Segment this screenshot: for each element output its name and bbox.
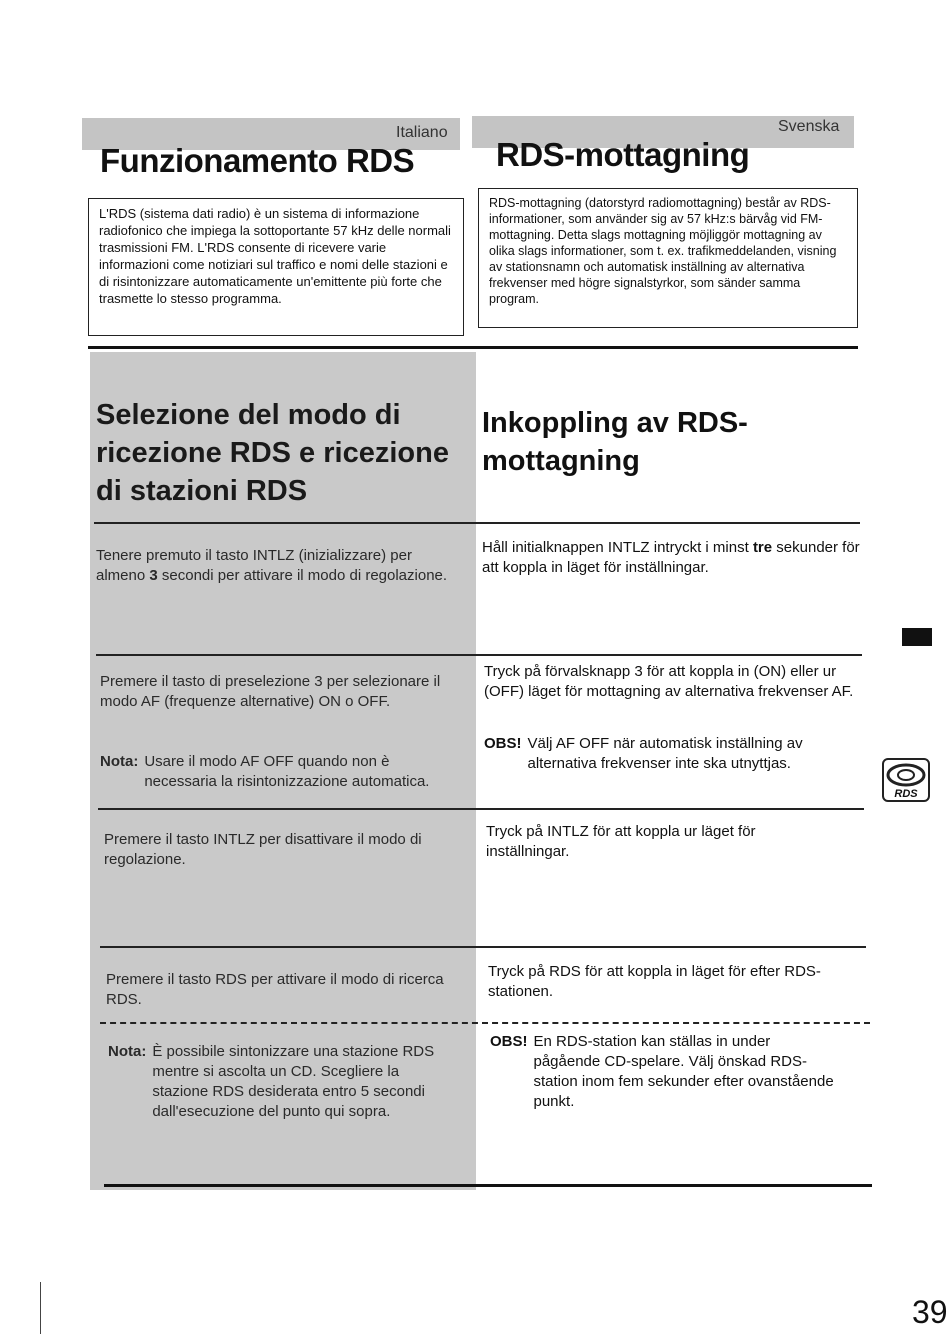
svenska-step2-note xyxy=(484,734,854,774)
italiano-step1 xyxy=(96,546,456,586)
rds-logo-icon xyxy=(884,762,928,788)
italiano-note-label: Nota: xyxy=(100,753,139,770)
svenska-title: RDS-mottagning xyxy=(496,136,750,173)
page-number: 39 xyxy=(912,1294,948,1330)
italiano-intro-box: L'RDS (sistema dati radio) è un sistema di informazione radiofonico che impiega la sottoportante 57 kHz delle normali trasmissioni FM. L'RDS consente di ricevere varie informazioni come notiziari sul traffico e nomi delle stazioni e di risintonizzare automaticamente un'emittente più forte che trasmette lo stesso programma. xyxy=(88,198,464,336)
svenska-section-title: Inkoppling av RDS-mottagning xyxy=(482,407,748,477)
step4-rule xyxy=(100,946,866,948)
svenska-obs-label-2: OBS! xyxy=(490,1033,528,1050)
italiano-step1-suffix: secondi per attivare il modo di regolazione. xyxy=(157,567,448,584)
italiano-step2: Premere il tasto di preselezione 3 per selezionare il modo AF (frequenze alternative) ON o OFF. xyxy=(100,673,441,710)
italiano-step4-note xyxy=(108,1042,458,1122)
svenska-step2-note-text: Välj AF OFF när automatisk inställning av alternativa frekvenser inte ska utnyttjas. xyxy=(527,735,803,772)
svenska-step4-note-text: En RDS-station kan ställas in under pågående CD-spelare. Välj önskad RDS-station inom fem sekunder efter ovanstående punkt. xyxy=(533,1033,834,1110)
page-tab-marker xyxy=(902,628,932,646)
svenska-step1-prefix: Håll initialknappen INTLZ intryckt i minst xyxy=(482,539,753,556)
italiano-title: Funzionamento RDS xyxy=(100,142,415,179)
binding-line xyxy=(40,1282,41,1334)
step3-rule xyxy=(98,808,864,810)
italiano-step1-bold: 3 xyxy=(149,567,158,584)
svenska-step1-suffix: sekunder för att koppla in läget för inställningar. xyxy=(482,539,860,576)
rds-logo xyxy=(882,758,930,802)
italiano-step2-note xyxy=(100,752,450,792)
svenska-intro-box: RDS-mottagning (datorstyrd radiomottagning) består av RDS-informationer, som använder sig av 57 kHz:s bärvåg vid FM-mottagning. Detta slags mottagning möjliggör mottagning av olika slags informationer, som t. ex. trafikmeddelanden, visning av stationsnamn och automatisk inställning av alternativa frekvenser med högre signalstyrkor, som sänder samma program. xyxy=(478,188,858,328)
italiano-step4: Premere il tasto RDS per attivare il modo di ricerca RDS. xyxy=(106,971,444,1008)
svenska-obs-label: OBS! xyxy=(484,735,522,752)
section-top-rule xyxy=(88,346,858,349)
italiano-step3: Premere il tasto INTLZ per disattivare il modo di regolazione. xyxy=(104,831,422,868)
italiano-language-label: Italiano xyxy=(396,124,448,141)
section-bottom-rule xyxy=(104,1184,872,1187)
step1-rule xyxy=(94,522,860,524)
italiano-step4-note-text: È possibile sintonizzare una stazione RDS mentre si ascolta un CD. Scegliere la stazione RDS desiderata entro 5 secondi dall'esecuzione del punto qui sopra. xyxy=(152,1043,435,1120)
step2-rule xyxy=(96,654,862,656)
svenska-step4-note xyxy=(490,1032,840,1112)
svenska-step4: Tryck på RDS för att koppla in läget för efter RDS-stationen. xyxy=(488,963,821,1000)
svenska-step1-bold: tre xyxy=(752,539,773,556)
rds-logo-label: RDS xyxy=(894,788,918,800)
italiano-note-label-2: Nota: xyxy=(108,1043,147,1060)
italiano-step1-prefix: Tenere premuto il tasto INTLZ (inizializzare) per almeno xyxy=(96,547,412,584)
note-dashed-separator xyxy=(100,1022,870,1024)
svenska-step3: Tryck på INTLZ för att koppla ur läget för inställningar. xyxy=(486,823,756,860)
svenska-language-label: Svenska xyxy=(778,118,840,135)
svenska-step1 xyxy=(482,538,862,578)
italiano-section-title: Selezione del modo di ricezione RDS e ricezione di stazioni RDS xyxy=(96,399,449,507)
italiano-step2-note-text: Usare il modo AF OFF quando non è necessaria la risintonizzazione automatica. xyxy=(144,753,430,790)
svenska-step2: Tryck på förvalsknapp 3 för att koppla in (ON) eller ur (OFF) läget för mottagning av alternativa frekvenser AF. xyxy=(484,663,854,700)
